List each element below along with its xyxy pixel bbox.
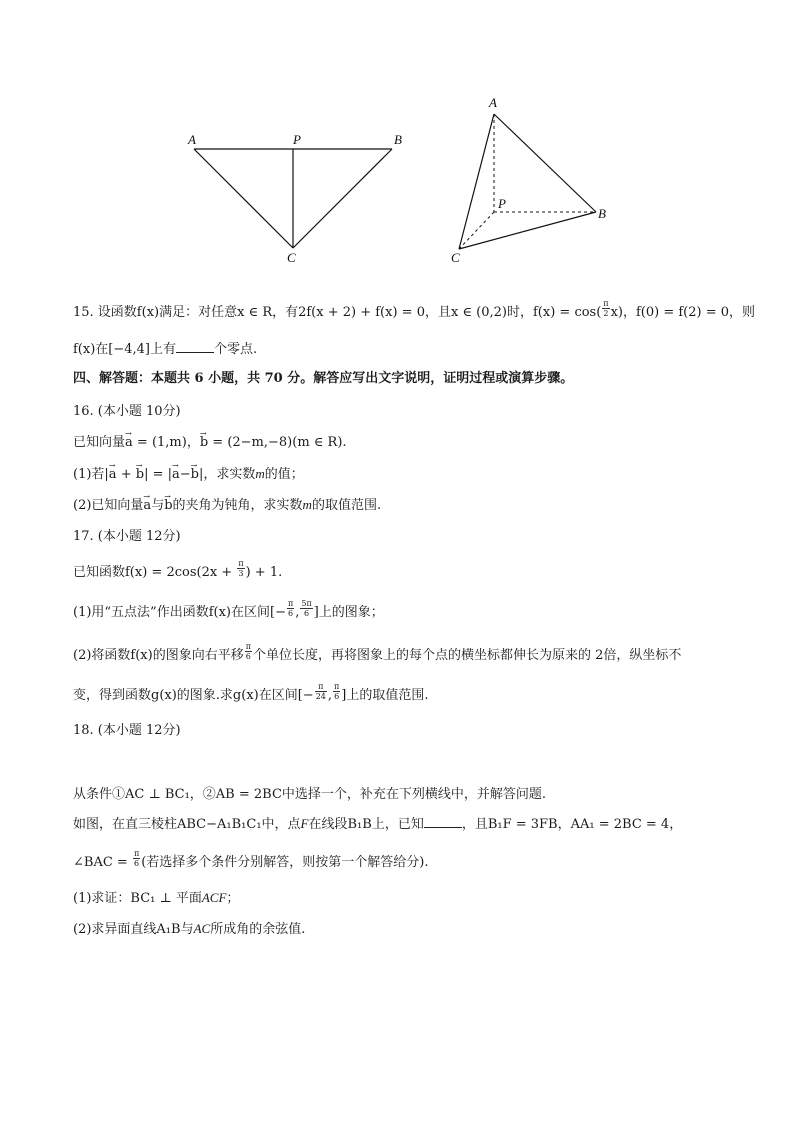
label-p: P: [498, 196, 506, 211]
label-c: C: [451, 250, 460, 265]
label-a: A: [188, 132, 196, 147]
q18-title: 18. (本小题 12分): [73, 723, 181, 738]
triangle-diagram: [180, 128, 410, 268]
q17-fraction: $\frac{\pi}{3}$: [238, 559, 244, 578]
q18-condition: 从条件①AC ⊥ BC₁，②AB = 2BC中选择一个，补充在下列横线中，并解答问题.: [73, 787, 547, 802]
q17-part2-line2: 变，得到函数g(x)的图象.求g(x)在区间[− $\frac{\pi}{24}$ , $\frac{\pi}{6}$ ]上的取值范围.: [73, 682, 429, 703]
label-b: B: [394, 132, 402, 147]
vector-a: → a: [109, 466, 117, 484]
q15-line2: [73, 340, 257, 359]
q15-answer-blank: [176, 340, 214, 353]
vector-b: → b: [164, 497, 172, 515]
label-c: C: [287, 250, 296, 265]
q18-part1: (1)求证：BC₁ ⊥ 平面ACF；: [73, 890, 240, 906]
q18-angle: ∠BAC = $\frac{\pi}{6}$ (若选择多个条件分别解答，则按第一个解答给分).: [73, 849, 429, 870]
vector-b: → b: [200, 434, 208, 452]
q16-part2: (2)已知向量→ a与→ b的夹角为钝角，求实数m的取值范围.: [73, 496, 381, 515]
q15-text-c: f(x)在[−4,4]上有: [73, 342, 176, 357]
figure-tetrahedron: [446, 94, 616, 266]
vector-b: → b: [191, 466, 199, 484]
vector-a: → a: [125, 434, 133, 452]
segment-ac: [194, 149, 293, 248]
figure-triangle-apbc: [180, 128, 410, 268]
q17-part2-line1: (2)将函数f(x)的图象向右平移 $\frac{\pi}{6}$ 个单位长度，再将图象上的每个点的横坐标都伸长为原来的 2倍，纵坐标不: [73, 642, 682, 663]
q16-part1: (1)若|→ a + → b| = |→ a−→ b|，求实数m的值；: [73, 465, 304, 484]
edge-cb: [459, 212, 596, 249]
q16-title: 16. (本小题 10分): [73, 404, 181, 419]
tetrahedron-diagram: [446, 94, 616, 266]
q15-text-a: 15. 设函数f(x)满足：对任意x ∈ R，有2f(x + 2) + f(x) = 0，且x ∈ (0,2)时，f(x) = cos(: [73, 305, 602, 320]
section-heading: 四、解答题：本题共 6 小题，共 70 分。解答应写出文字说明，证明过程或演算步骤。: [73, 371, 574, 386]
label-p: P: [293, 132, 301, 147]
label-b: B: [598, 206, 606, 221]
vector-b: → b: [136, 466, 144, 484]
q18-answer-blank: [424, 815, 462, 828]
q17-part1: (1)用“五点法”作出函数f(x)在区间[− $\frac{\pi}{6}$ , $\frac{5\pi}{6}$ ]上的图象；: [73, 599, 384, 620]
vector-a: → a: [172, 466, 180, 484]
q15-text-b: x)，f(0) = f(2) = 0，则: [610, 305, 756, 320]
q15-fraction: $\frac{\pi}{2}$: [603, 299, 609, 318]
q17-given: 已知函数f(x) = 2cos(2x + $\frac{\pi}{3}$ ) + 1.: [73, 559, 283, 580]
q16-given: 已知向量→ a = (1,m)，→ b = (2−m,−8)(m ∈ R).: [73, 434, 347, 452]
q18-part2: (2)求异面直线A₁B与AC所成角的余弦值.: [73, 921, 306, 937]
vector-a: → a: [143, 497, 151, 515]
q17-title: 17. (本小题 12分): [73, 529, 181, 544]
q18-figure-text: 如图，在直三棱柱ABC−A₁B₁C₁中，点F在线段B₁B上，已知 ，且B₁F = 3FB，AA₁ = 2BC = 4，: [73, 816, 683, 832]
label-a: A: [489, 95, 497, 110]
q15-line1: [73, 299, 756, 322]
segment-bc: [293, 149, 392, 248]
edge-ac: [459, 114, 494, 249]
q15-text-d: 个零点.: [214, 342, 258, 357]
edge-ab: [494, 114, 596, 212]
